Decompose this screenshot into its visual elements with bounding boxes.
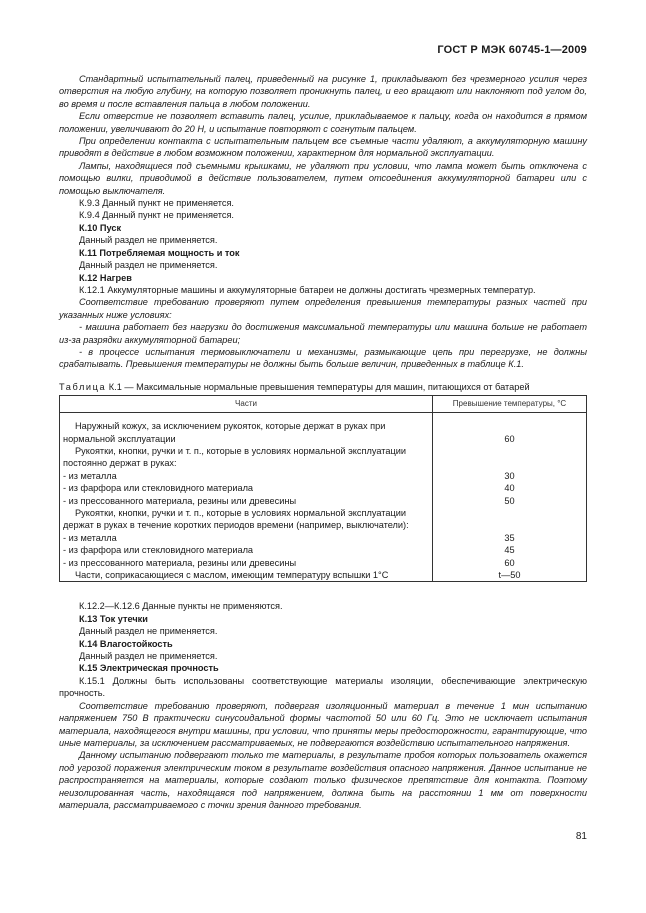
table-cell-value — [433, 507, 587, 532]
table-cell-value: 40 — [433, 482, 587, 494]
column-header-rise: Превышение температуры, °С — [433, 396, 587, 413]
table-cell-part: - из фарфора или стекловидного материала — [60, 544, 433, 556]
paragraph: К.15 Электрическая прочность — [79, 663, 219, 674]
paragraph: Данному испытанию подвергают только те материалы, в результате пробоя которых пользователь окажется под угрозой поражения электрическим током в результате воздействия опасного напряжения. Данное испытание не распространяется на материалы, которые создают только физическое препятствие для контакта. Поэтому неизолированная часть, находящаяся под напряжением, должна быть на расстоянии 1 мм от поверхности материала, рассматриваемого с точки зрения данного требования. — [59, 750, 587, 810]
table-cell-value: 35 — [433, 532, 587, 544]
table-cell-part: Рукоятки, кнопки, ручки и т. п., которые в условиях нормальной эксплуатации держат в руках в течение коротких периодов времени (например, выключатели): — [60, 507, 433, 532]
paragraph: - машина работает без нагрузки до достижения максимальной температуры или машина больше не работает из-за разрядки аккумуляторной батареи; — [59, 322, 587, 345]
page-content — [59, 73, 587, 811]
table-cell-value: 30 — [433, 470, 587, 482]
paragraph: Данный раздел не применяется. — [79, 651, 218, 662]
paragraphs-top — [59, 73, 587, 371]
table-cell-part: Части, соприкасающиеся с маслом, имеющим температуру вспышки 1°С — [60, 569, 433, 582]
paragraph: При определении контакта с испытательным пальцем все съемные части удаляют, а аккумуляторную машину приводят в действие в любом возможном положении, характерном для нормальной эксплуатации. — [59, 136, 587, 159]
paragraph: Данный раздел не применяется. — [79, 235, 218, 246]
paragraph: Стандартный испытательный палец, приведенный на рисунке 1, прикладывают без чрезмерного усилия через отверстия на любую глубину, на которую позволяет проникнуть палец, и его вращают или наклоняют под углом до, во время и после вставления пальца в любом положении. — [59, 74, 587, 109]
paragraph: К.12.2—К.12.6 Данные пункты не применяются. — [79, 601, 283, 612]
table-row — [60, 532, 587, 544]
table-row — [60, 482, 587, 494]
table-row — [60, 569, 587, 582]
table-cell-value — [433, 445, 587, 470]
paragraph: Если отверстие не позволяет вставить палец, усилие, прикладываемое к пальцу, когда он находится в прямом положении, увеличивают до 20 Н, и испытание повторяют с согнутым пальцем. — [59, 111, 587, 134]
table-cell-part: - из прессованного материала, резины или древесины — [60, 557, 433, 569]
document-header: ГОСТ Р МЭК 60745-1—2009 — [437, 44, 587, 56]
table-cell-part: Рукоятки, кнопки, ручки и т. п., которые в условиях нормальной эксплуатации постоянно держат в руках: — [60, 445, 433, 470]
page-number: 81 — [575, 831, 587, 842]
paragraph: К.9.3 Данный пункт не применяется. — [79, 198, 234, 209]
table-cell-part: - из металла — [60, 532, 433, 544]
table-row — [60, 557, 587, 569]
table-caption — [59, 381, 587, 393]
table-row — [60, 470, 587, 482]
paragraph: - в процессе испытания термовыключатели и механизмы, размыкающие цепь при перегрузке, не должны срабатывать. Превышения температуры не должны быть больше величин, приведенных в таблице К.1. — [59, 346, 587, 370]
table-cell-value: 45 — [433, 544, 587, 556]
table-row — [60, 507, 587, 532]
paragraph: К.9.4 Данный пункт не применяется. — [79, 210, 234, 221]
paragraph: К.11 Потребляемая мощность и ток — [79, 247, 240, 258]
table-cell-value: 60 — [433, 413, 587, 445]
paragraphs-bottom — [59, 600, 587, 811]
paragraph: К.13 Ток утечки — [79, 613, 148, 624]
table-row — [60, 544, 587, 556]
table-cell-part: - из фарфора или стекловидного материала — [60, 482, 433, 494]
paragraph: Данный раздел не применяется. — [79, 260, 218, 271]
table-k1 — [59, 395, 587, 582]
table-row — [60, 445, 587, 470]
paragraph: К.12 Нагрев — [79, 272, 132, 283]
table-cell-value: 50 — [433, 495, 587, 507]
table-caption-text: К.1 — Максимальные нормальные превышения температуры для машин, питающихся от батарей — [106, 381, 530, 392]
paragraph: К.14 Влагостойкость — [79, 638, 173, 649]
table-cell-part: - из металла — [60, 470, 433, 482]
table-cell-value: t—50 — [433, 569, 587, 582]
table-row — [60, 495, 587, 507]
table-caption-prefix: Таблица — [59, 381, 107, 392]
column-header-parts: Части — [60, 396, 433, 413]
paragraph: Данный раздел не применяется. — [79, 626, 218, 637]
paragraph: Лампы, находящиеся под съемными крышками, не удаляют при условии, что лампа может быть отключена с помощью вилки, приводимой в действие пользователем, путем отсоединения аккумуляторной батареи или с помощью выключателя. — [59, 160, 587, 196]
table-cell-part: Наружный кожух, за исключением рукояток, которые держат в руках при нормальной эксплуатации — [60, 413, 433, 445]
paragraph: К.15.1 Должны быть использованы соответствующие материалы изоляции, обеспечивающие электрическую прочность. — [59, 675, 587, 699]
table-cell-value: 60 — [433, 557, 587, 569]
paragraph: К.10 Пуск — [79, 222, 122, 233]
table-cell-part: - из прессованного материала, резины или древесины — [60, 495, 433, 507]
paragraph: К.12.1 Аккумуляторные машины и аккумуляторные батареи не должны достигать чрезмерных температур. — [79, 284, 536, 295]
paragraph: Соответствие требованию проверяют, подвергая изоляционный материал в течение 1 мин испытанию напряжением 750 В практически синусоидальной формы частотой 50 или 60 Гц. Это не исключает испытания материала, находящегося внутри машины, при условии, что приняты меры предосторожности, гарантирующие, что иные материалы, за исключением рассматриваемых, не подвергаются воздействию испытательного напряжения. — [59, 700, 587, 748]
paragraph: Соответствие требованию проверяют путем определения превышения температуры разных частей при указанных ниже условиях: — [59, 297, 587, 320]
table-row — [60, 413, 587, 445]
